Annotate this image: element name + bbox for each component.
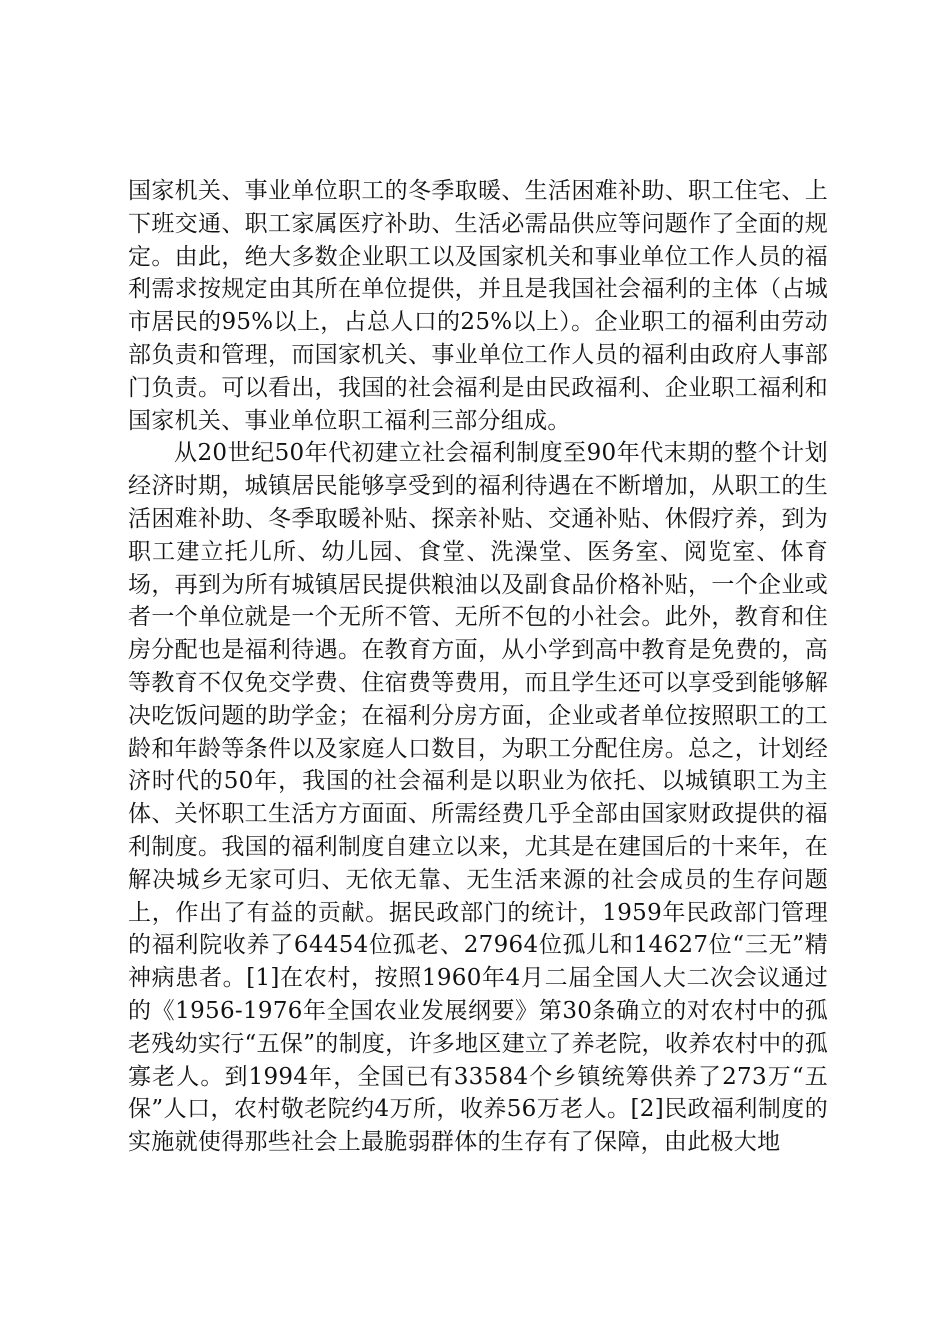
body-text [128,175,828,1159]
paragraph-1: 国家机关、事业单位职工的冬季取暖、生活困难补助、职工住宅、上下班交通、职工家属医疗补助、生活必需品供应等问题作了全面的规定。由此，绝大多数企业职工以及国家机关和事业单位工作人员的福利需求按规定由其所在单位提供，并且是我国社会福利的主体（占城市居民的95%以上，占总人口的25%以上）。企业职工的福利由劳动部负责和管理，而国家机关、事业单位工作人员的福利由政府人事部门负责。可以看出，我国的社会福利是由民政福利、企业职工福利和国家机关、事业单位职工福利三部分组成。 [128,178,828,434]
paragraph-2: 从20世纪50年代初建立社会福利制度至90年代末期的整个计划经济时期，城镇居民能够享受到的福利待遇在不断增加，从职工的生活困难补助、冬季取暖补贴、探亲补贴、交通补贴、休假疗养，到为职工建立托儿所、幼儿园、食堂、洗澡堂、医务室、阅览室、体育场，再到为所有城镇居民提供粮油以及副食品价格补贴，一个企业或者一个单位就是一个无所不管、无所不包的小社会。此外，教育和住房分配也是福利待遇。在教育方面，从小学到高中教育是免费的，高等教育不仅免交学费、住宿费等费用，而且学生还可以享受到能够解决吃饭问题的助学金；在福利分房方面，企业或者单位按照职工的工龄和年龄等条件以及家庭人口数目，为职工分配住房。总之，计划经济时代的50年，我国的社会福利是以职业为依托、以城镇职工为主体、关怀职工生活方方面面、所需经费几乎全部由国家财政提供的福利制度。我国的福利制度自建立以来，尤其是在建国后的十来年，在解决城乡无家可归、无依无靠、无生活来源的社会成员的生存问题上，作出了有益的贡献。据民政部门的统计，1959年民政部门管理的福利院收养了64454位孤老、27964位孤儿和14627位“三无”精神病患者。[1]在农村，按照1960年4月二届全国人大二次会议通过的《1956-1976年全国农业发展纲要》第30条确立的对农村中的孤老残幼实行“五保”的制度，许多地区建立了养老院，收养农村中的孤寡老人。到1994年，全国已有33584个乡镇统筹供养了273万“五保”人口，农村敬老院约4万所，收养56万老人。[2]民政福利制度的实施就使得那些社会上最脆弱群体的生存有了保障，由此极大地 [128,440,828,1156]
